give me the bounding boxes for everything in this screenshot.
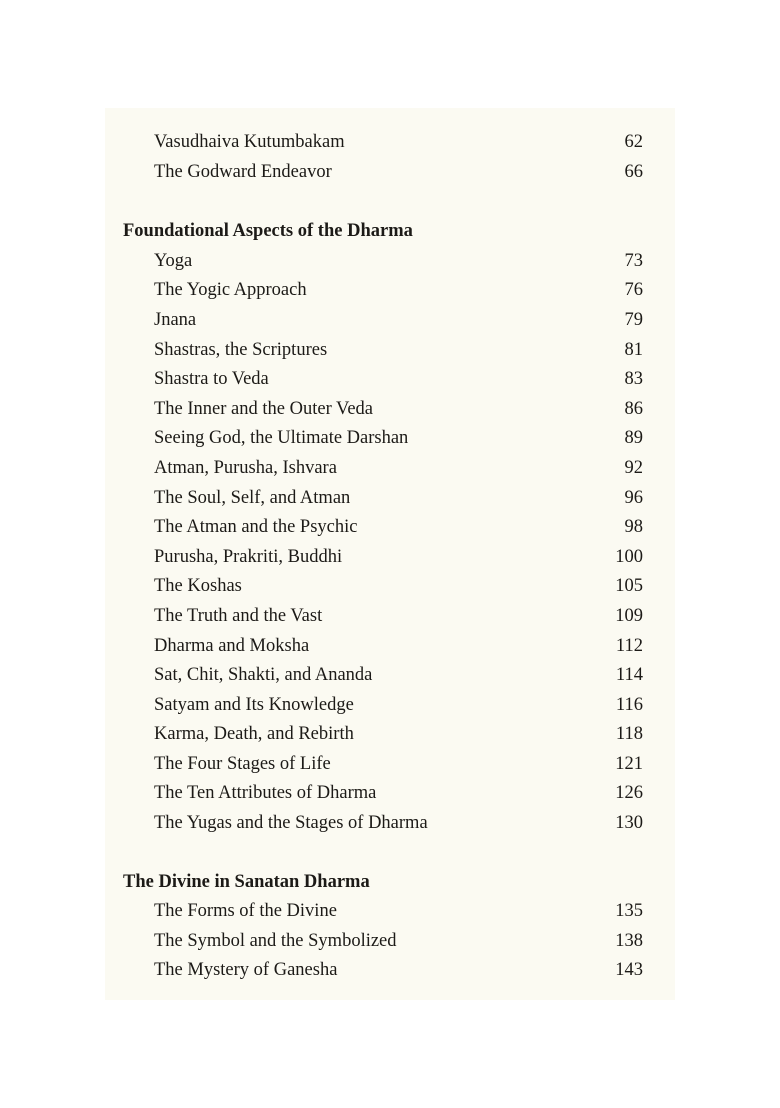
table-of-contents bbox=[123, 128, 643, 986]
toc-entry-title: The Atman and the Psychic bbox=[154, 517, 358, 538]
toc-entry bbox=[123, 661, 643, 691]
toc-entry-page: 81 bbox=[624, 339, 643, 360]
toc-entry-title: The Ten Attributes of Dharma bbox=[154, 783, 377, 804]
toc-entry bbox=[123, 720, 643, 750]
toc-entry-title: The Yugas and the Stages of Dharma bbox=[154, 813, 428, 834]
toc-entry-title: The Koshas bbox=[154, 576, 242, 597]
toc-entry bbox=[123, 956, 643, 986]
toc-entry-title: The Godward Endeavor bbox=[154, 161, 332, 182]
toc-entry-title: The Truth and the Vast bbox=[154, 605, 323, 626]
toc-entry-title: Shastras, the Scriptures bbox=[154, 339, 328, 360]
toc-entry-page: 121 bbox=[615, 753, 643, 774]
toc-entry-page: 89 bbox=[624, 428, 643, 449]
toc-entry-page: 118 bbox=[615, 724, 643, 745]
toc-entry-title: Yoga bbox=[154, 250, 193, 271]
section-heading: Foundational Aspects of the Dharma bbox=[123, 221, 413, 242]
toc-entry-page: 76 bbox=[624, 280, 643, 301]
toc-entry-title: The Four Stages of Life bbox=[154, 753, 331, 774]
toc-entry-page: 79 bbox=[624, 309, 643, 330]
toc-entry-page: 83 bbox=[624, 369, 643, 390]
toc-entry-page: 96 bbox=[624, 487, 643, 508]
toc-entry-title: Atman, Purusha, Ishvara bbox=[154, 457, 337, 478]
toc-entry bbox=[123, 543, 643, 573]
toc-entry-page: 98 bbox=[624, 517, 643, 538]
toc-entry-title: Vasudhaiva Kutumbakam bbox=[154, 132, 345, 152]
toc-entry bbox=[123, 336, 643, 366]
toc-entry bbox=[123, 779, 643, 809]
toc-entry bbox=[123, 572, 643, 602]
toc-entry-title: Seeing God, the Ultimate Darshan bbox=[154, 428, 409, 449]
toc-entry-page: 143 bbox=[615, 960, 643, 981]
toc-entry-title: Dharma and Moksha bbox=[154, 635, 310, 656]
toc-entry bbox=[123, 247, 643, 277]
toc-entry-title: Karma, Death, and Rebirth bbox=[154, 724, 354, 745]
toc-entry bbox=[123, 513, 643, 543]
toc-entry-title: The Mystery of Ganesha bbox=[154, 960, 338, 981]
toc-entry-page: 92 bbox=[624, 457, 643, 478]
toc-entry-page: 86 bbox=[624, 398, 643, 419]
toc-entry bbox=[123, 632, 643, 662]
toc-entry bbox=[123, 927, 643, 957]
toc-entry bbox=[123, 365, 643, 395]
toc-entry-page: 100 bbox=[615, 546, 643, 567]
toc-entry bbox=[123, 809, 643, 839]
toc-entry-page: 109 bbox=[615, 605, 643, 626]
toc-entry bbox=[123, 276, 643, 306]
toc-entry-title: Jnana bbox=[154, 309, 197, 330]
toc-entry-page: 114 bbox=[615, 665, 643, 686]
toc-entry-page: 73 bbox=[624, 250, 643, 271]
toc-entry bbox=[123, 691, 643, 721]
toc-entry-page: 126 bbox=[615, 783, 643, 804]
toc-entry bbox=[123, 750, 643, 780]
toc-entry bbox=[123, 306, 643, 336]
toc-entry bbox=[123, 602, 643, 632]
toc-entry-title: Shastra to Veda bbox=[154, 369, 269, 390]
toc-entry-page: 138 bbox=[615, 930, 643, 951]
toc-entry bbox=[123, 128, 643, 158]
section-heading: The Divine in Sanatan Dharma bbox=[123, 871, 370, 892]
toc-entry-title: Satyam and Its Knowledge bbox=[154, 694, 354, 715]
toc-entry bbox=[123, 424, 643, 454]
section-spacer bbox=[123, 839, 643, 868]
toc-entry-page: 116 bbox=[615, 694, 643, 715]
toc-entry-title: The Forms of the Divine bbox=[154, 901, 337, 922]
toc-entry bbox=[123, 454, 643, 484]
toc-entry-title: The Soul, Self, and Atman bbox=[154, 487, 351, 508]
toc-entry-page: 135 bbox=[615, 901, 643, 922]
toc-entry bbox=[123, 395, 643, 425]
toc-entry-page: 105 bbox=[615, 576, 643, 597]
toc-entry-title: The Yogic Approach bbox=[154, 280, 307, 301]
toc-entry-page: 112 bbox=[615, 635, 643, 656]
toc-entry bbox=[123, 897, 643, 927]
toc-entry-title: Purusha, Prakriti, Buddhi bbox=[154, 546, 343, 567]
toc-entry-title: The Inner and the Outer Veda bbox=[154, 398, 374, 419]
toc-entry bbox=[123, 484, 643, 514]
toc-entry bbox=[123, 158, 643, 188]
toc-entry-page: 62 bbox=[624, 132, 643, 152]
toc-entry-page: 130 bbox=[615, 813, 643, 834]
toc-entry-page: 66 bbox=[624, 161, 643, 182]
section-spacer bbox=[123, 187, 643, 217]
toc-entry-title: The Symbol and the Symbolized bbox=[154, 930, 397, 951]
toc-entry-title: Sat, Chit, Shakti, and Ananda bbox=[154, 665, 373, 686]
